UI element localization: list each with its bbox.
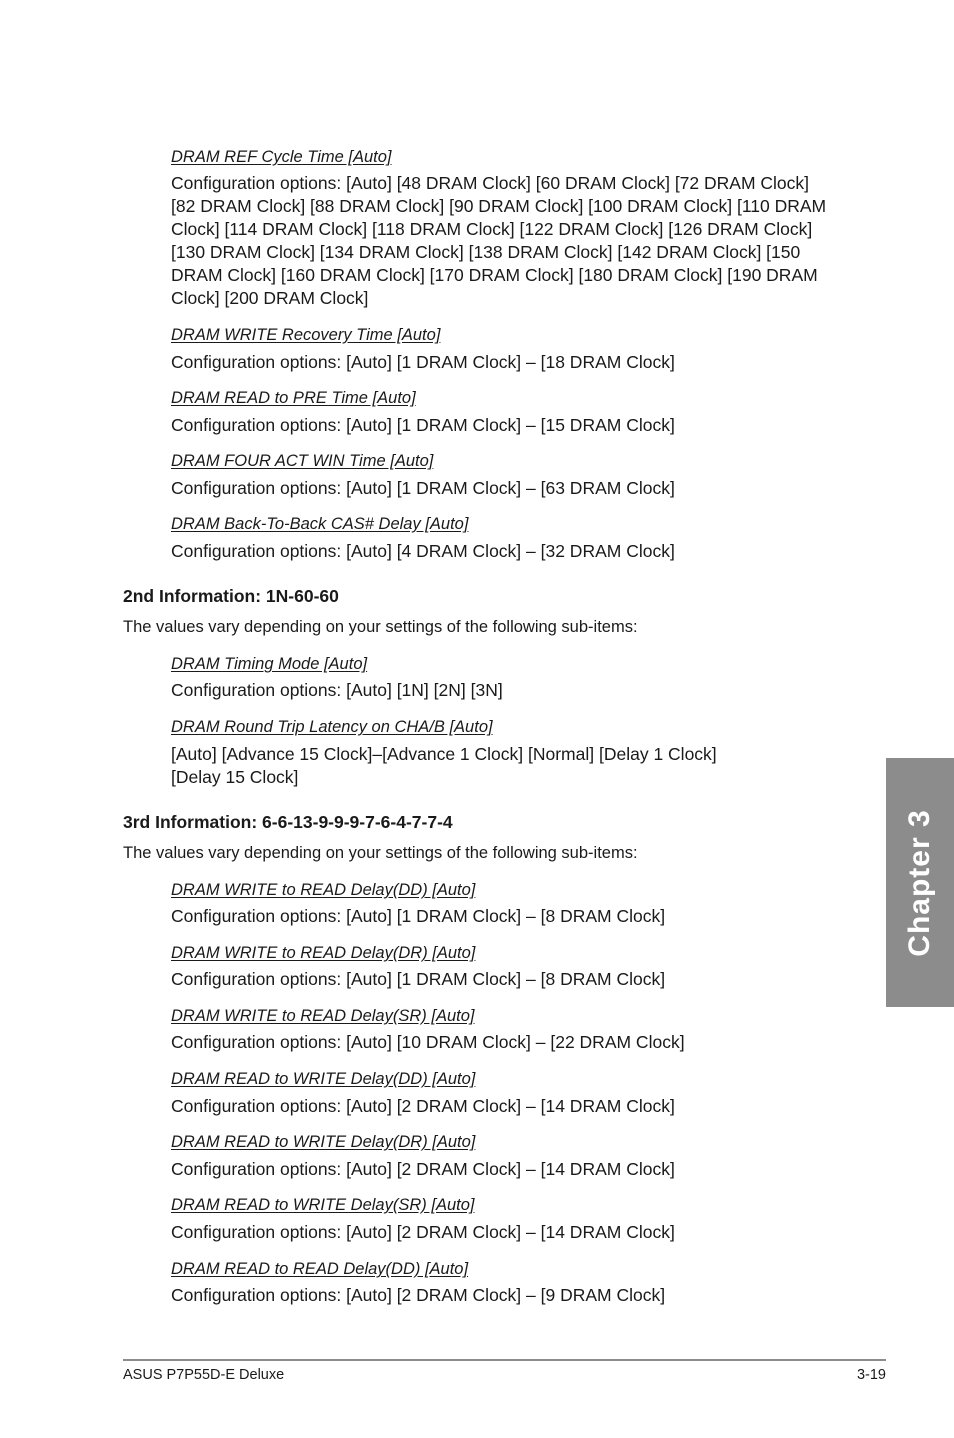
option-title: DRAM READ to READ Delay(DD) [Auto] (171, 1260, 469, 1278)
option-description: Configuration options: [Auto] [1N] [2N] [3N] (171, 680, 503, 700)
option-title: DRAM WRITE to READ Delay(DR) [Auto] (171, 944, 476, 962)
option-title: DRAM Timing Mode [Auto] (171, 655, 368, 673)
option-title: DRAM Round Trip Latency on CHA/B [Auto] (171, 718, 493, 736)
option-description: Configuration options: [Auto] [1 DRAM Clock] – [8 DRAM Clock] (171, 969, 666, 989)
section-heading: 3rd Information: 6-6-13-9-9-9-7-6-4-7-7-4 (123, 812, 453, 832)
footer-page-number: 3-19 (856, 1367, 886, 1383)
option-description: Configuration options: [Auto] [1 DRAM Clock] – [63 DRAM Clock] (171, 478, 675, 498)
option-title: DRAM FOUR ACT WIN Time [Auto] (171, 452, 434, 470)
chapter-tab (886, 758, 954, 1007)
option-title: DRAM READ to WRITE Delay(DR) [Auto] (171, 1133, 476, 1151)
option-title: DRAM READ to WRITE Delay(SR) [Auto] (171, 1196, 475, 1214)
option-description: Configuration options: [Auto] [1 DRAM Clock] – [8 DRAM Clock] (171, 906, 666, 926)
option-description: Configuration options: [Auto] [2 DRAM Clock] – [14 DRAM Clock] (171, 1222, 675, 1242)
option-description: Configuration options: [Auto] [1 DRAM Clock] – [15 DRAM Clock] (171, 415, 675, 435)
section-description: The values vary depending on your settings of the following sub-items: (123, 844, 638, 862)
option-title: DRAM WRITE Recovery Time [Auto] (171, 326, 441, 344)
option-title: DRAM WRITE to READ Delay(SR) [Auto] (171, 1007, 475, 1025)
option-description: Configuration options: [Auto] [2 DRAM Clock] – [9 DRAM Clock] (171, 1285, 666, 1305)
option-description: [Auto] [Advance 15 Clock]–[Advance 1 Clock] [Normal] [Delay 1 Clock] [Delay 15 Clock] (171, 744, 717, 787)
footer-divider (123, 1359, 886, 1361)
option-description: Configuration options: [Auto] [48 DRAM Clock] [60 DRAM Clock] [72 DRAM Clock] [82 DRAM Clock] [88 DRAM Clock] [90 DRAM Clock] [100 DRAM Clock] [110 DRAM Clock] [114 DRAM Clock] [118 DRAM Clock] [122 DRAM Clock] [126 DRAM Clock] [130 DRAM Clock] [134 DRAM Clock] [138 DRAM Clock] [142 DRAM Clock] [150 DRAM Clock] [160 DRAM Clock] [170 DRAM Clock] [180 DRAM Clock] [190 DRAM Clock] [200 DRAM Clock] (171, 173, 827, 308)
option-description: Configuration options: [Auto] [2 DRAM Clock] – [14 DRAM Clock] (171, 1159, 675, 1179)
option-description: Configuration options: [Auto] [2 DRAM Clock] – [14 DRAM Clock] (171, 1096, 675, 1116)
option-title: DRAM Back-To-Back CAS# Delay [Auto] (171, 515, 469, 533)
section-heading: 2nd Information: 1N-60-60 (123, 586, 339, 606)
section-description: The values vary depending on your settings of the following sub-items: (123, 618, 638, 636)
footer-product-name: ASUS P7P55D-E Deluxe (123, 1367, 285, 1383)
option-title: DRAM READ to WRITE Delay(DD) [Auto] (171, 1070, 476, 1088)
option-description: Configuration options: [Auto] [1 DRAM Clock] – [18 DRAM Clock] (171, 352, 675, 372)
option-title: DRAM WRITE to READ Delay(DD) [Auto] (171, 881, 476, 899)
option-title: DRAM READ to PRE Time [Auto] (171, 389, 416, 407)
chapter-label: Chapter 3 (903, 808, 936, 957)
option-description: Configuration options: [Auto] [4 DRAM Clock] – [32 DRAM Clock] (171, 541, 675, 561)
option-title: DRAM REF Cycle Time [Auto] (171, 148, 392, 166)
option-description: Configuration options: [Auto] [10 DRAM Clock] – [22 DRAM Clock] (171, 1032, 685, 1052)
